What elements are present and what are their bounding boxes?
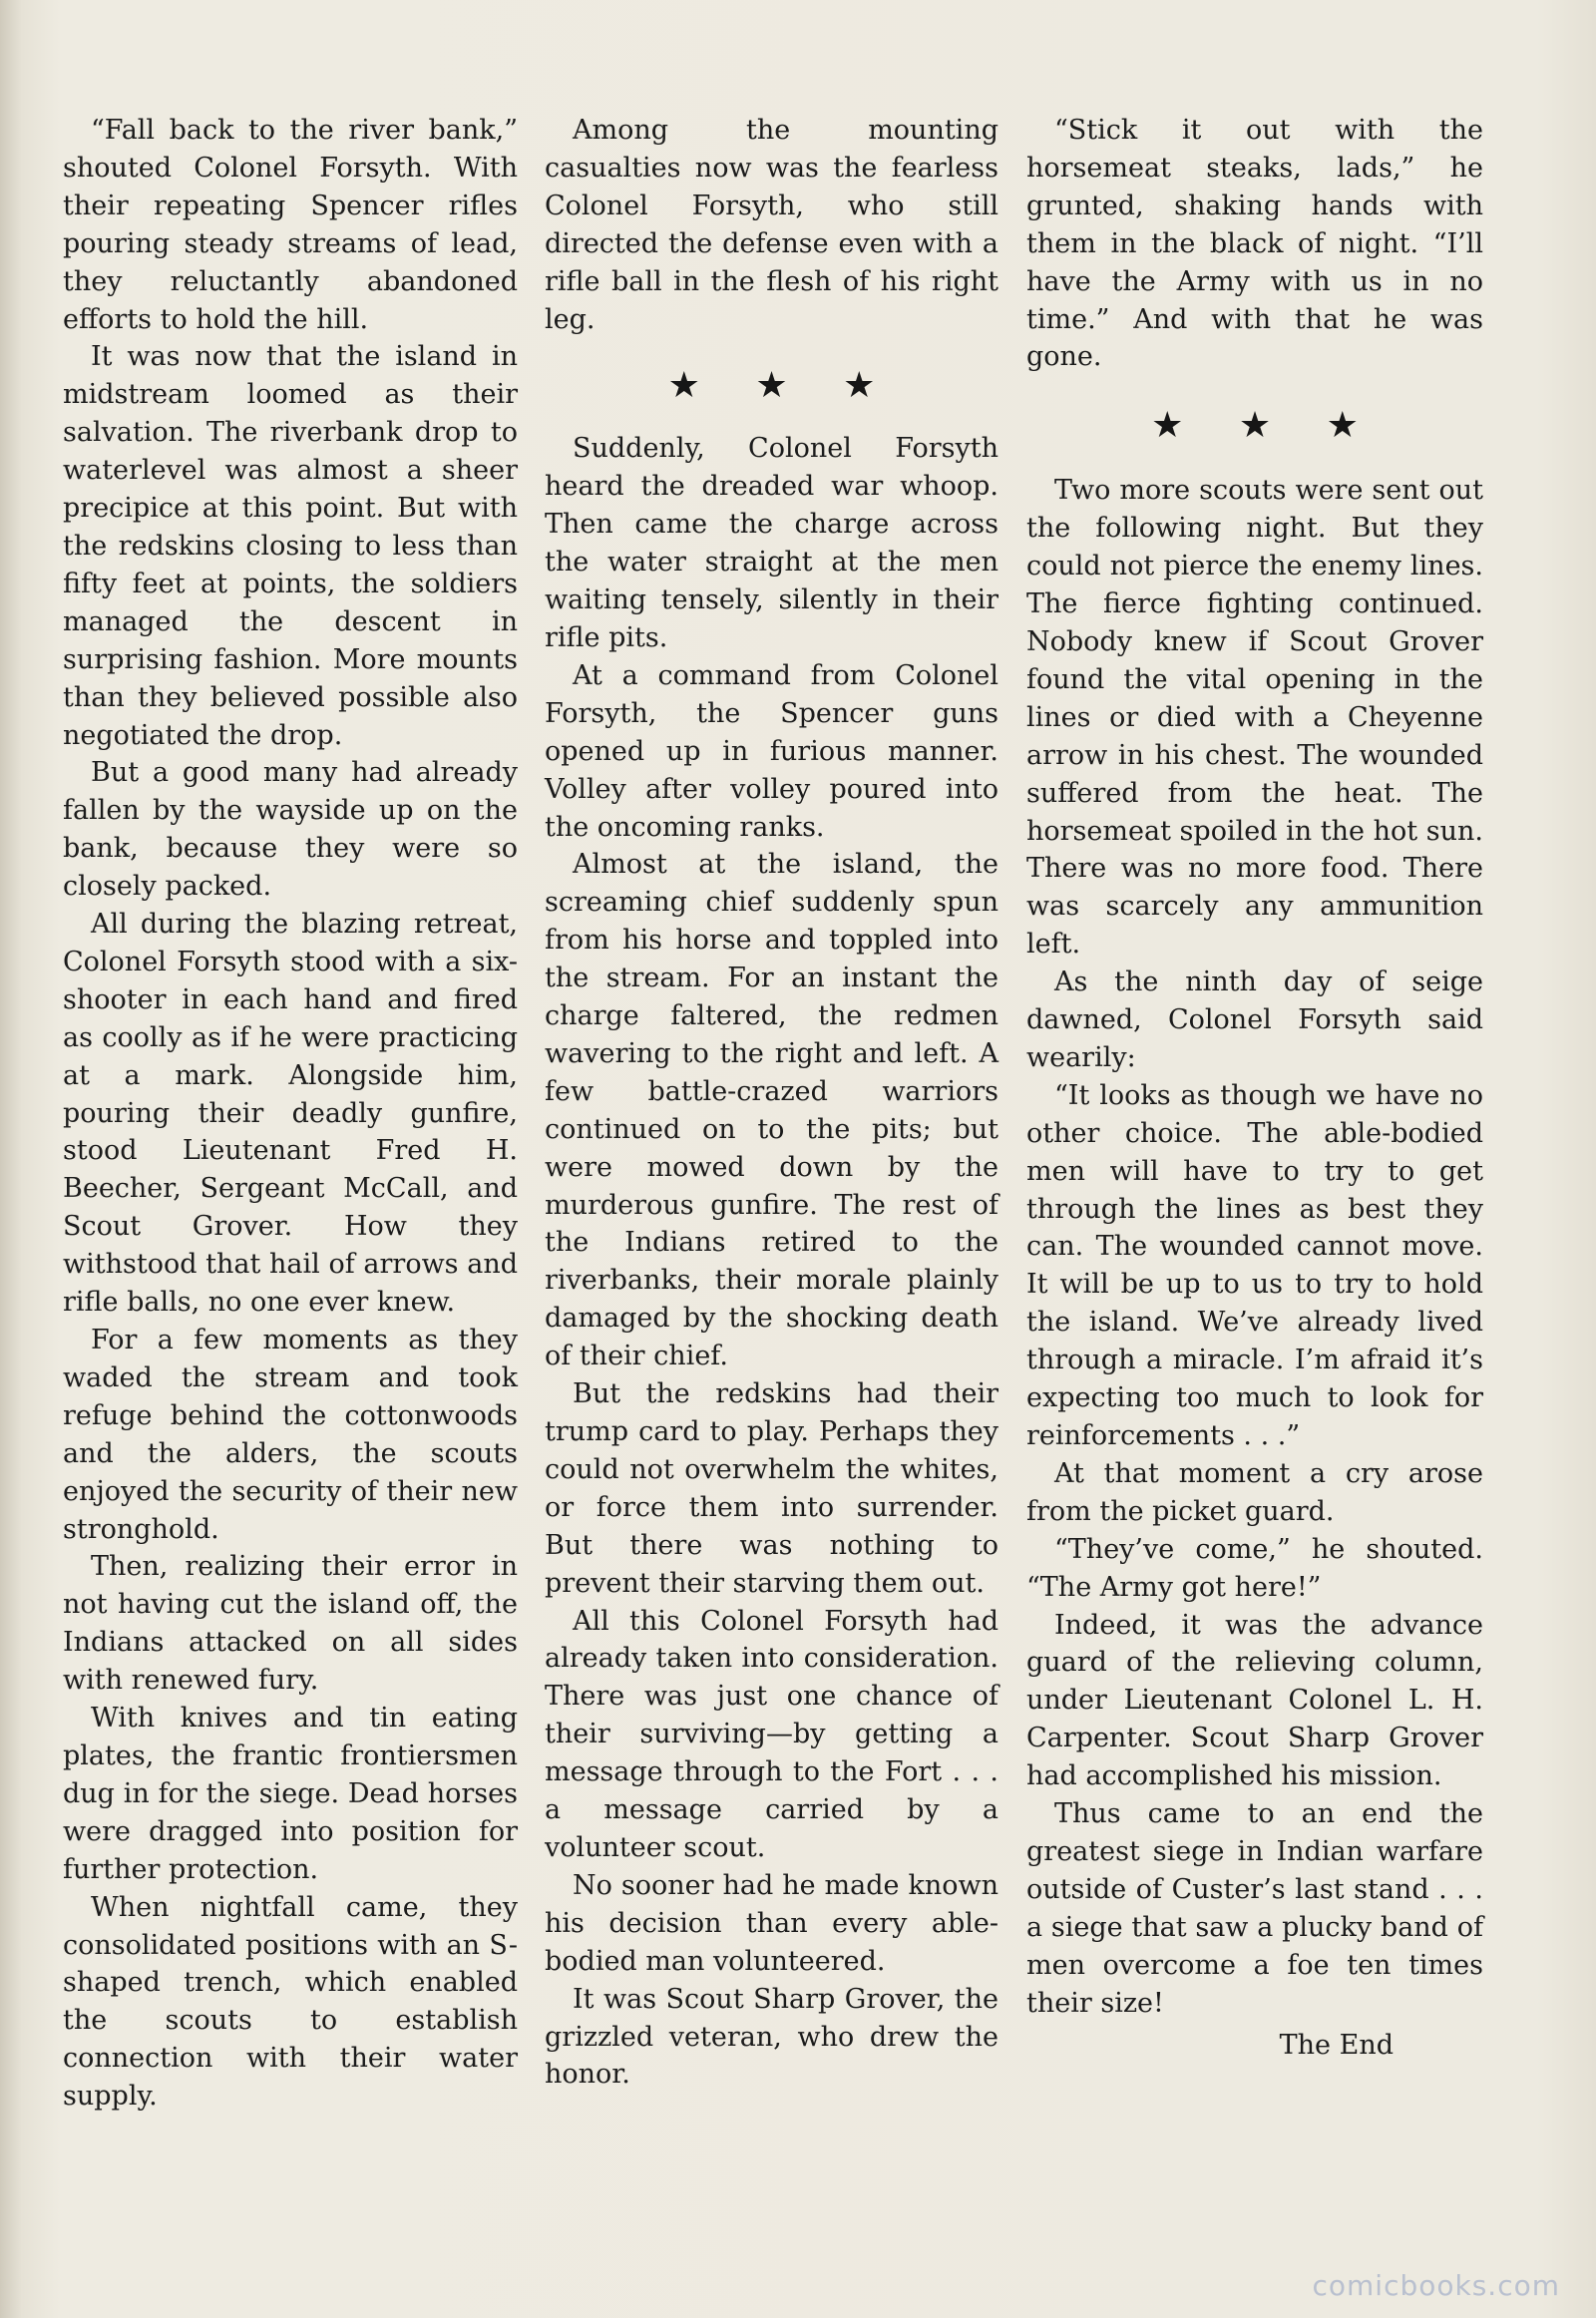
- paragraph: But the redskins had their trump card to play. Perhaps they could not overwhelm the whites, or force them into surrender. But there was nothing to prevent their starving them out.: [545, 1378, 998, 1599]
- text-column-1: [63, 112, 518, 2116]
- the-end-label: The End: [1279, 2029, 1394, 2061]
- paragraph: Then, realizing their error in not having cut the island off, the Indians attacked on all sides with renewed fury.: [63, 1551, 518, 1697]
- paragraph: But a good many had already fallen by the wayside up on the bank, because they were so closely packed.: [63, 757, 518, 903]
- text-column-2: [545, 112, 998, 2094]
- paragraph: All this Colonel Forsyth had already taken into consideration. There was just one chance of their surviving—by getting a message through to the Fort . . . a message carried by a volunteer scout.: [545, 1605, 998, 1863]
- text-column-3: [1026, 112, 1483, 2064]
- paragraph: “Stick it out with the horsemeat steaks, lads,” he grunted, shaking hands with them in the black of night. “I’ll have the Army with us in no time.” And with that he was gone.: [1026, 115, 1483, 373]
- star-separator: ★ ★ ★: [1151, 405, 1381, 447]
- paragraph: “Fall back to the river bank,” shouted Colonel Forsyth. With their repeating Spencer rifles pouring steady streams of lead, they reluctantly abandoned efforts to hold the hill.: [63, 115, 518, 335]
- paragraph: As the ninth day of seige dawned, Colonel Forsyth said wearily:: [1026, 966, 1483, 1073]
- paragraph: Suddenly, Colonel Forsyth heard the dreaded war whoop. Then came the charge across the water straight at the men waiting tensely, silently in their rifle pits.: [545, 433, 998, 653]
- paragraph: “They’ve come,” he shouted. “The Army got here!”: [1026, 1533, 1483, 1603]
- paragraph: All during the blazing retreat, Colonel Forsyth stood with a six-shooter in each hand and fired as coolly as if he were practicing at a mark. Alongside him, pouring their deadly gunfire, stood Lieutenant Fred H. Beecher, Sergeant McCall, and Scout Grover. How they withstood that hail of arrows and rifle balls, no one ever knew.: [63, 909, 518, 1319]
- paragraph: With knives and tin eating plates, the frantic frontiersmen dug in for the siege. Dead horses were dragged into position for further protection.: [63, 1703, 518, 1885]
- paragraph: “It looks as though we have no other choice. The able-bodied men will have to try to get through the lines as best they can. The wounded cannot move. It will be up to us to try to hold the island. We’ve already lived through a miracle. I’m afraid it’s expecting too much to look for reinforcements . . .”: [1026, 1079, 1483, 1451]
- paragraph: For a few moments as they waded the stream and took refuge behind the cottonwoods and the alders, the scouts enjoyed the security of their new stronghold.: [63, 1325, 518, 1545]
- paragraph: It was now that the island in midstream loomed as their salvation. The riverbank drop to waterlevel was almost a sheer precipice at this point. But with the redskins closing to less than fifty feet at points, the soldiers managed the descent in surprising fashion. More mounts than they believed possible also negotiated the drop.: [63, 341, 518, 751]
- paragraph: When nightfall came, they consolidated positions with an S-shaped trench, which enabled the scouts to establish connection with their water supply.: [63, 1891, 518, 2113]
- star-separator: ★ ★ ★: [667, 365, 898, 407]
- paragraph: No sooner had he made known his decision than every able-bodied man volunteered.: [545, 1869, 998, 1977]
- paragraph: At that moment a cry arose from the picket guard.: [1026, 1457, 1483, 1527]
- watermark: comicbooks.com: [1312, 2269, 1560, 2302]
- paragraph: It was Scout Sharp Grover, the grizzled veteran, who drew the honor.: [545, 1983, 998, 2091]
- paragraph: Thus came to an end the greatest siege in Indian warfare outside of Custer’s last stand . . . a siege that saw a plucky band of men overcome a foe ten times their size!: [1026, 1798, 1483, 2019]
- paragraph: Almost at the island, the screaming chief suddenly spun from his horse and toppled into the stream. For an instant the charge faltered, the redmen wavering to the right and left. A few battle-crazed warriors continued on to the pits; but were mowed down by the murderous gunfire. The rest of the Indians retired to the riverbanks, their morale plainly damaged by the shocking death of their chief.: [545, 849, 998, 1372]
- paragraph: Two more scouts were sent out the following night. But they could not pierce the enemy lines. The fierce fighting continued. Nobody knew if Scout Grover found the vital opening in the lines or died with a Cheyenne arrow in his chest. The wounded suffered from the heat. The horsemeat spoiled in the hot sun. There was no more food. There was scarcely any ammunition left.: [1026, 475, 1483, 961]
- paragraph: Indeed, it was the advance guard of the relieving column, under Lieutenant Colonel L. H. Carpenter. Scout Sharp Grover had accomplished his mission.: [1026, 1609, 1483, 1792]
- paragraph: Among the mounting casualties now was the fearless Colonel Forsyth, who still directed the defense even with a rifle ball in the flesh of his right leg.: [545, 115, 998, 335]
- paragraph: At a command from Colonel Forsyth, the Spencer guns opened up in furious manner. Volley after volley poured into the oncoming ranks.: [545, 659, 998, 843]
